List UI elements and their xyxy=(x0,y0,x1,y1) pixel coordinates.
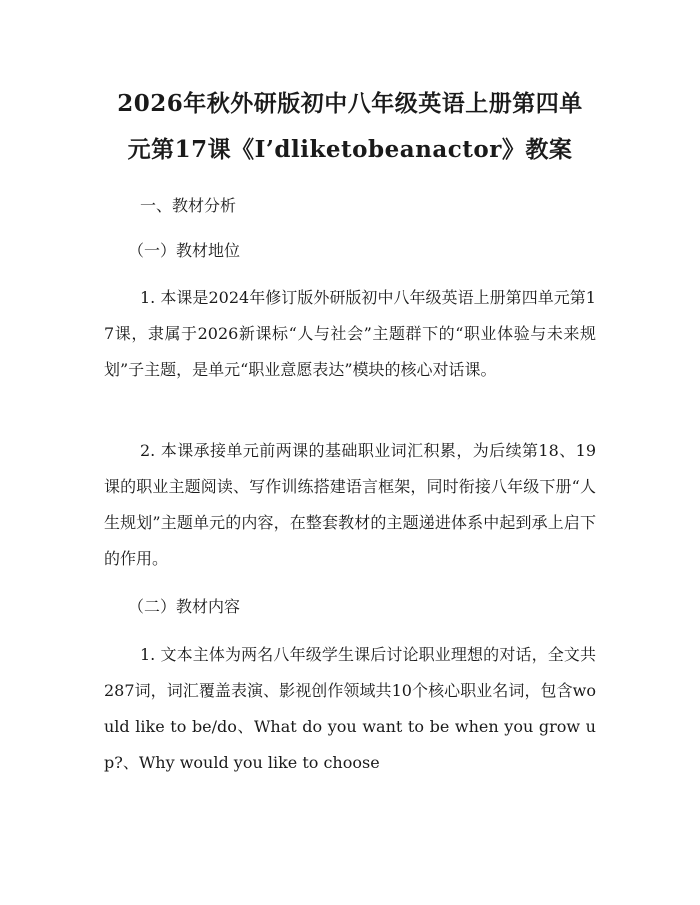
subsection-heading-textbook-content: （二）教材内容 xyxy=(128,597,241,616)
document-title-line-2: 元第17课《I’dliketobeanactor》教案 xyxy=(127,136,573,163)
paragraph-2: 2. 本课承接单元前两课的基础职业词汇积累，为后续第18、19课的职业主题阅读、写作训练搭建语言框架，同时衔接八年级下册“人生规划”主题单元的内容，在整套教材的主题递进体系中起到承上启下的作用。 xyxy=(104,441,596,568)
document-title-line-1: 2026年秋外研版初中八年级英语上册第四单 xyxy=(117,90,583,117)
section-heading-textbook-analysis: 一、教材分析 xyxy=(140,196,237,215)
paragraph-3: 1. 文本主体为两名八年级学生课后讨论职业理想的对话，全文共287词，词汇覆盖表演、影视创作领域共10个核心职业名词，包含would like to be/do、What do you want to be when you grow up?、Why would you like to choose xyxy=(104,645,596,772)
subsection-heading-textbook-status: （一）教材地位 xyxy=(128,241,241,260)
paragraph-1: 1. 本课是2024年修订版外研版初中八年级英语上册第四单元第17课，隶属于2026新课标“人与社会”主题群下的“职业体验与未来规划”子主题，是单元“职业意愿表达”模块的核心对话课。 xyxy=(104,288,596,379)
